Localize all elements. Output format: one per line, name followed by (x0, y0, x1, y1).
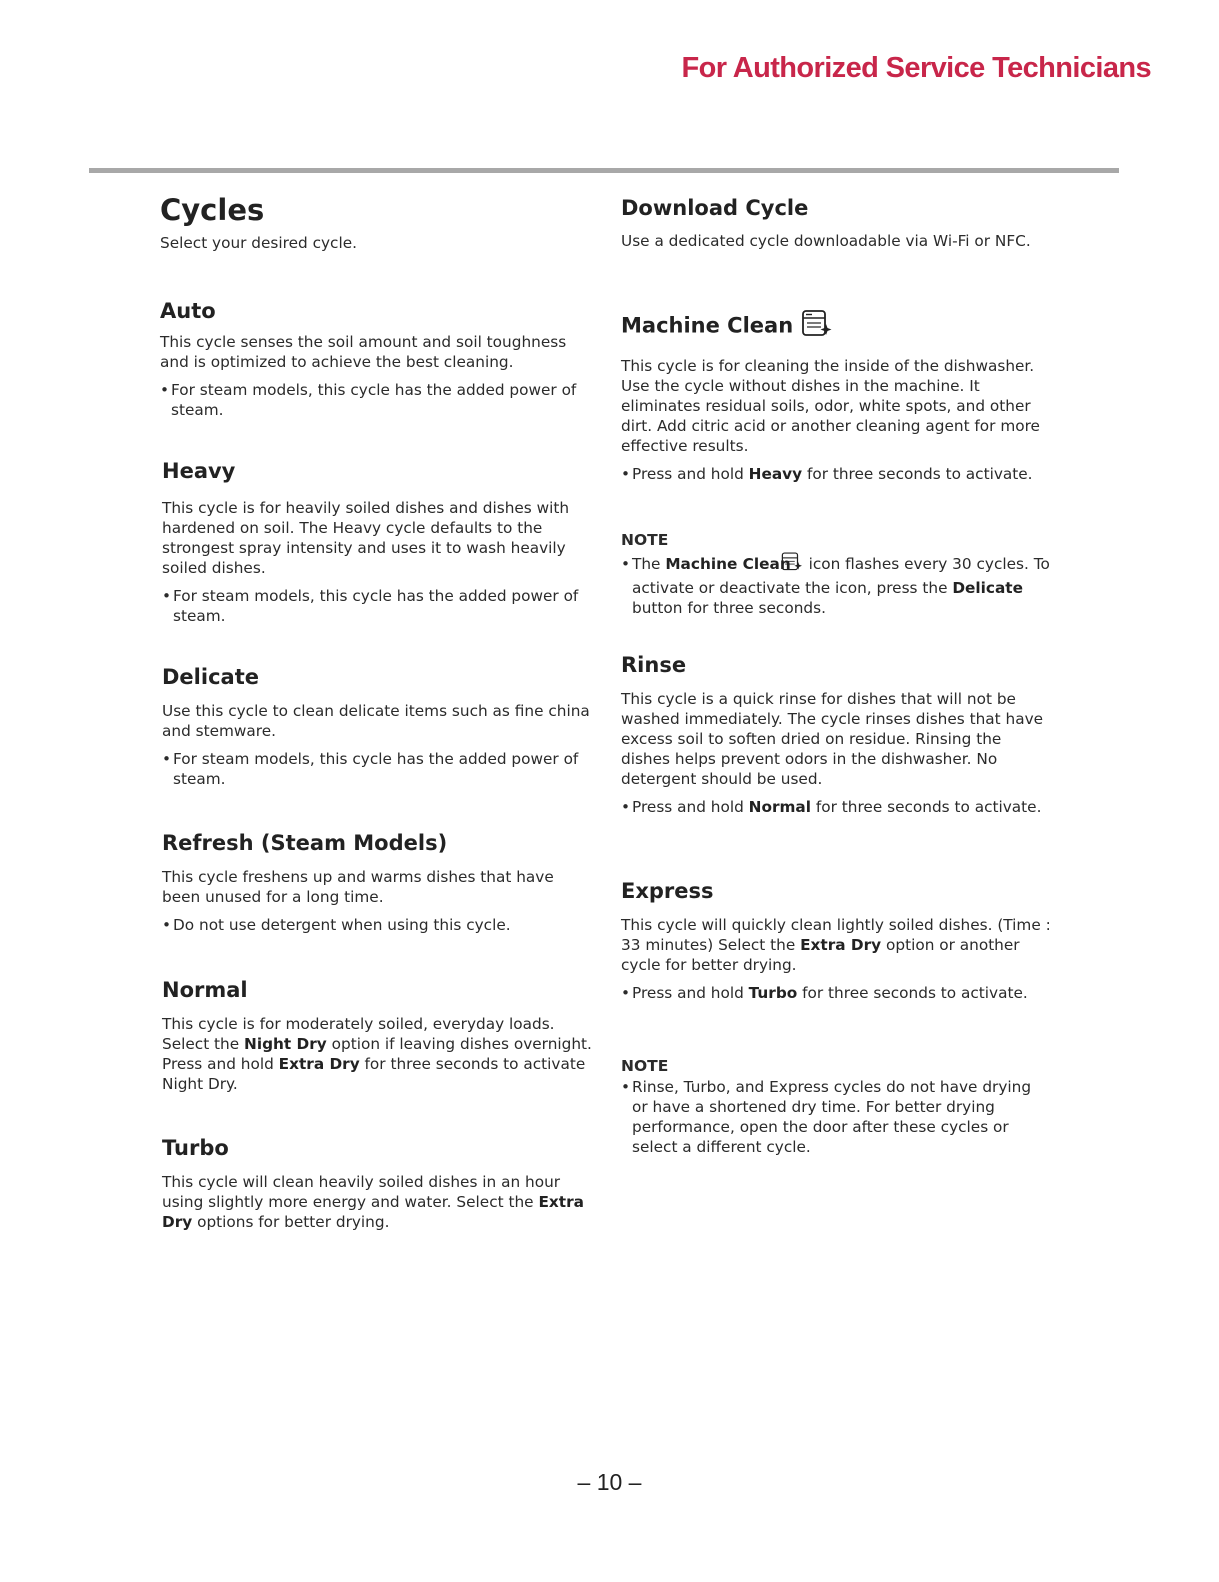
section-body: This cycle is for moderately soiled, everyday loads. Select the Night Dry option if leaving dishes overnight. Press and hold Extra Dry for three seconds to activate Night Dry. (162, 1015, 592, 1093)
note-text: • The Machine Clean icon flashes every 30 cycles. To activate or deactivate the icon, press the Delicate button for three seconds. (621, 551, 1051, 618)
section-heading: Refresh (Steam Models) (162, 831, 448, 855)
bullet-item: • Press and hold Heavy for three seconds to activate. (621, 465, 1033, 483)
section-download (621, 196, 1051, 259)
section-body: This cycle will quickly clean lightly soiled dishes. (Time : 33 minutes) Select the Extra Dry option or another cycle for better drying. (621, 916, 1051, 974)
section-body: This cycle senses the soil amount and soil toughness and is optimized to achieve the best cleaning. (160, 333, 567, 371)
section-express (621, 879, 1051, 1011)
section-heading: Machine Clean (621, 308, 1051, 345)
bullet-item: • For steam models, this cycle has the added power of steam. (162, 750, 579, 788)
page-title: Cycles (160, 193, 265, 227)
section-heading: Delicate (162, 665, 259, 689)
bullet-item: • For steam models, this cycle has the added power of steam. (160, 381, 577, 419)
section-heading: Normal (162, 978, 248, 1002)
machine-clean-icon (791, 551, 804, 578)
note-text: • Rinse, Turbo, and Express cycles do not have drying or have a shortened dry time. For better drying performance, open the door after these cycles or select a different cycle. (621, 1078, 1032, 1156)
section-auto (160, 299, 590, 428)
section-body: This cycle freshens up and warms dishes that have been unused for a long time. (162, 868, 554, 906)
section-body: This cycle is for heavily soiled dishes and dishes with hardened on soil. The Heavy cycle defaults to the strongest spray intensity and uses it to wash heavily soiled dishes. (162, 499, 570, 577)
section-rinse (621, 653, 1051, 825)
page-number: – 10 – (577, 1469, 642, 1495)
machine-clean-icon (800, 308, 834, 345)
section-heading: Download Cycle (621, 196, 809, 220)
section-body: Use a dedicated cycle downloadable via Wi-Fi or NFC. (621, 232, 1031, 250)
section-body: Use this cycle to clean delicate items such as fine china and stemware. (162, 702, 590, 740)
note-title: NOTE (621, 1057, 669, 1075)
note-drying (621, 1057, 1051, 1165)
bullet-item: • Do not use detergent when using this cycle. (162, 916, 511, 934)
section-refresh (162, 831, 592, 943)
note-machine-clean (621, 531, 1051, 626)
section-heading: Auto (160, 299, 216, 323)
section-machine-clean (621, 308, 1051, 492)
section-delicate (162, 665, 592, 797)
bullet-item: • Press and hold Turbo for three seconds to activate. (621, 984, 1028, 1002)
section-body: This cycle will clean heavily soiled dishes in an hour using slightly more energy and water. Select the Extra Dry options for better drying. (162, 1173, 584, 1231)
bullet-item: • For steam models, this cycle has the added power of steam. (162, 587, 579, 625)
section-body: This cycle is for cleaning the inside of the dishwasher. Use the cycle without dishes in the machine. It eliminates residual soils, odor, white spots, and other dirt. Add citric acid or another cleaning agent for more effective results. (621, 357, 1040, 455)
section-turbo (162, 1136, 592, 1240)
section-heading: Heavy (162, 459, 236, 483)
note-title: NOTE (621, 531, 669, 549)
section-normal (162, 978, 592, 1102)
page-subtitle: Select your desired cycle. (160, 234, 357, 252)
section-body: This cycle is a quick rinse for dishes that will not be washed immediately. The cycle rinses dishes that have excess soil to soften dried on residue. Rinsing the dishes helps prevent odors in the dishwasher. No detergent should be used. (621, 690, 1044, 788)
section-heading: Express (621, 879, 714, 903)
header-tag: For Authorized Service Technicians (681, 52, 1151, 84)
section-heading: Turbo (162, 1136, 229, 1160)
bullet-item: • Press and hold Normal for three seconds to activate. (621, 798, 1042, 816)
header-divider (89, 168, 1119, 173)
section-heavy (162, 459, 592, 634)
cycles-intro (160, 193, 590, 261)
section-heading: Rinse (621, 653, 687, 677)
